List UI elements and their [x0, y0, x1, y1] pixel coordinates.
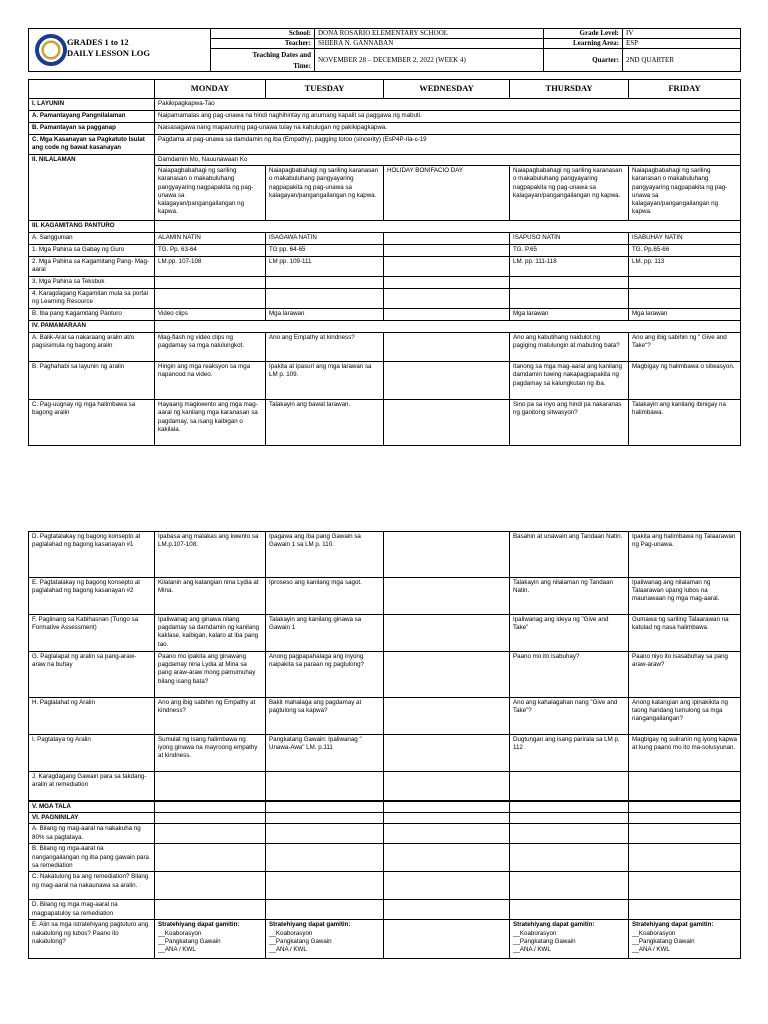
cell-monday: Ipaliwanag ang ginawa nilang pagdamay sa damdamin ng kanilang kaklase, kaibigan, kalaro at iba pang tao.	[155, 615, 266, 652]
cell-monday: Ipabasa ang malakas ang kwento sa LM.p.107-108.	[155, 532, 266, 578]
strategy-option: __Koaborasyon	[158, 929, 202, 937]
cell-monday	[155, 824, 266, 844]
row-label: E. Pagtatalakay ng bagong konsepto at paglalahad ng bagong kasanayan #2	[29, 578, 155, 615]
cell-friday	[629, 772, 741, 801]
row-label: IV. PAMAMARAAN	[29, 321, 155, 333]
content-row	[29, 309, 741, 321]
cell-monday	[155, 900, 266, 920]
strategy-option: __Pangkatang Gawain	[269, 937, 332, 945]
section-row	[29, 321, 741, 333]
content-row	[29, 233, 741, 245]
strategy-label: E. Alin sa mga istratehiyang pagtuturo ang nakatulong ng lubos? Paano ito nakatulong?	[29, 920, 155, 959]
cell-tuesday: Pangkatang Gawain: Ipaliwanag " Unawa-Awa" LM. p.111	[266, 735, 384, 772]
cell-wednesday	[384, 802, 510, 813]
row-label: D. Bilang ng mga mag-aaral na magpapatuloy sa remediation	[29, 900, 155, 920]
strategy-option: __Koaborasyon	[269, 929, 313, 937]
cell-monday: Ano ang ibig sabihin ng Empathy at kindness?	[155, 698, 266, 735]
row-label: A. Pamantayang Pangnilalaman	[29, 111, 155, 123]
day-monday: MONDAY	[155, 80, 266, 99]
cell-tuesday	[266, 772, 384, 801]
cell-tuesday: Bakit mahalaga ang pagdamay at pagtulong sa kapwa?	[266, 698, 384, 735]
cell-tuesday	[266, 813, 384, 824]
strategy-option: __Pangkatang Gawain	[632, 937, 695, 945]
cell-monday: Hingin ang mga reaksyon sa mga napanood na video.	[155, 362, 266, 400]
content-row	[29, 615, 741, 652]
cell-tuesday: Talakayin ang kanilang ginawa sa Gawain 1	[266, 615, 384, 652]
row-label: C. Pag-uugnay ng mga halimbawa sa bagong aralin	[29, 400, 155, 446]
corner-cell	[29, 80, 155, 99]
cell-thursday: ISAPUSO NATIN	[510, 233, 629, 245]
cell-wednesday	[384, 400, 510, 446]
cell-friday: Gumawa ng sariling Talaarawan na katulad ng nasa halimbawa.	[629, 615, 741, 652]
cell-thursday	[510, 824, 629, 844]
cell-friday: TG. Pp.65-66	[629, 245, 741, 257]
content-row	[29, 652, 741, 698]
cell-wednesday	[384, 824, 510, 844]
cell-wednesday	[384, 698, 510, 735]
row-label: C. Mga Kasanayan sa Pagkatuto Isulat ang code ng bawat kasanayan	[29, 135, 155, 155]
cell-friday: Naiapagbabahagi ng sariling karanasan o makabuluhang pangyayaring nagpapakita ng pag-unawa sa kalagayan/pangangailangan ng kapwa.	[629, 166, 741, 221]
content-row	[29, 900, 741, 920]
school-value: DONA ROSARIO ELEMENTARY SCHOOL	[315, 29, 544, 39]
cell-tuesday	[266, 900, 384, 920]
cell-thursday: Mga larawan	[510, 309, 629, 321]
strategy-title: Stratehiyang dapat gamitin:	[158, 921, 240, 929]
cell-thursday	[510, 802, 629, 813]
row-label: C. Nakatulong ba ang remediation? Bilang ng mag-aaral na nakaunawa sa aralin.	[29, 872, 155, 900]
cell-tuesday	[266, 277, 384, 289]
strategy-cell-wednesday	[384, 920, 510, 959]
cell-thursday	[510, 844, 629, 872]
teacher-label: Teacher:	[211, 39, 315, 49]
content-row	[29, 844, 741, 872]
strategy-cell-monday	[155, 920, 266, 959]
row-label: D. Pagtatalakay ng bagong konsepto at paglalahad ng bagong kasanayan #1	[29, 532, 155, 578]
cell-thursday: Naiapagbabahagi ng sariling karanasan o makabuluhang pangyayaring nagpapakita ng pag-unawa sa kalagayan/pangangailangan ng kapwa.	[510, 166, 629, 221]
strategy-row	[29, 920, 741, 959]
section-row	[29, 99, 741, 111]
cell-friday: Magbigay ng halimbawa o sitwasyon.	[629, 362, 741, 400]
cell-thursday: Sino pa sa inyo ang hindi pa nakaranas ng ganitong sitwasyon?	[510, 400, 629, 446]
cell-wednesday	[384, 532, 510, 578]
content-row	[29, 578, 741, 615]
row-span-content: Pagdama at pag-unawa sa damdamin ng iba (Empathy), pagging totoo (sincerity) (EsP4P-IIa-c-19	[155, 135, 741, 155]
content-row	[29, 824, 741, 844]
cell-monday: TG. Pp. 63-64	[155, 245, 266, 257]
row-label: A. Sanggunian	[29, 233, 155, 245]
cell-tuesday: LM pp. 109-111	[266, 257, 384, 277]
row-label: B. Pamantayan sa pagganap	[29, 123, 155, 135]
cell-monday	[155, 872, 266, 900]
strategy-option: __ANA / KWL	[269, 945, 307, 953]
cell-friday	[629, 900, 741, 920]
cell-monday: Naiapagbabahagi ng sariling karanasan o makabuluhang pangyayaring nagpapakita ng pag-unawa sa kalagayan/pangangailangan ng kapwa.	[155, 166, 266, 221]
cell-tuesday	[266, 844, 384, 872]
cell-wednesday	[384, 844, 510, 872]
content-row	[29, 772, 741, 801]
cell-tuesday: Iproseso ang kanilang mga sagot.	[266, 578, 384, 615]
strategy-cell-thursday	[510, 920, 629, 959]
strategy-option: __ANA / KWL	[158, 945, 196, 953]
cell-thursday	[510, 277, 629, 289]
strategy-title: Stratehiyang dapat gamitin:	[269, 921, 351, 929]
strategy-option: __Koaborasyon	[632, 929, 676, 937]
dates-label1: Teaching Dates and	[211, 49, 315, 62]
row-label: 1. Mga Pahina sa Gabay ng Guro	[29, 245, 155, 257]
cell-thursday	[510, 772, 629, 801]
cell-monday: Hayaang magkwento ang mga mag-aaral ng kanilang mga karanasan sa pagdamay, sa isang kaibigan o kakilala.	[155, 400, 266, 446]
row-topic: Damdamin Mo, Nauunawaan Ko	[155, 155, 741, 166]
cell-tuesday: Anong pagpapahalaga ang inyong naipakita sa paraan ng pagtulong?	[266, 652, 384, 698]
row-label: B. Iba pang Kagamitang Panturo	[29, 309, 155, 321]
cell-friday: Talakayin ang kanilang ibinigay na halimbawa.	[629, 400, 741, 446]
cell-thursday: Ano ang kahalagahan nang "Give and Take"?	[510, 698, 629, 735]
cell-tuesday: TG pp. 64-65	[266, 245, 384, 257]
row-label: III. KAGAMITANG PANTURO	[29, 221, 155, 233]
cell-monday: Video clips	[155, 309, 266, 321]
cell-wednesday	[384, 257, 510, 277]
cell-wednesday	[384, 233, 510, 245]
row-label: II. NILALAMAN	[29, 155, 155, 221]
cell-wednesday	[384, 289, 510, 309]
deped-seal-icon	[35, 34, 67, 66]
content-row	[29, 532, 741, 578]
area-label: Learning Area:	[544, 39, 623, 49]
logo-line2: DAILY LESSON LOG	[67, 47, 150, 58]
content-row	[29, 872, 741, 900]
logo-block	[29, 29, 211, 72]
cell-friday: Anong katangian ang ipinakikita ng taong handang tumulong sa mga nangangailangan?	[629, 698, 741, 735]
content-row	[29, 277, 741, 289]
content-row	[29, 362, 741, 400]
cell-monday: Paano mo ipakita ang ginawang pagdamay nina Lydia at Mina sa pang araw-araw mong pamumuhay bilang isang bata?	[155, 652, 266, 698]
content-row	[29, 245, 741, 257]
content-row	[29, 123, 741, 135]
row-label: A. Bilang ng mag-aaral na nakakuha ng 80% sa pagtataya.	[29, 824, 155, 844]
row-label: J. Karagdagang Gawain para sa takdang- aralin at remediation	[29, 772, 155, 801]
row-span-content: Naisasagawa nang mapanuring pag-unawa tulay na kahulugan ng pakikipagkapwa.	[155, 123, 741, 135]
cell-thursday	[510, 813, 629, 824]
strategy-cell-tuesday	[266, 920, 384, 959]
cell-friday	[629, 872, 741, 900]
cell-friday	[629, 277, 741, 289]
row-label: B. Bilang ng mga-aaral na nangangailangan ng iba pang gawain para sa remediation	[29, 844, 155, 872]
grade-label: Grade Level:	[544, 29, 623, 39]
row-label: 2. Mga Pahina sa Kagamitang Pang- Mag-aaral	[29, 257, 155, 277]
strategy-title: Stratehiyang dapat gamitin:	[513, 921, 595, 929]
row-label: H. Paglalahat ng Aralin	[29, 698, 155, 735]
cell-monday: LM.pp. 107-108	[155, 257, 266, 277]
cell-wednesday	[384, 309, 510, 321]
row-label: I. Pagtataya ng Aralin	[29, 735, 155, 772]
quarter-value: 2ND QUARTER	[623, 49, 741, 72]
content-row	[29, 135, 741, 155]
cell-tuesday	[266, 824, 384, 844]
cell-wednesday: HOLIDAY BONIFACIO DAY	[384, 166, 510, 221]
lesson-log-header	[28, 28, 740, 72]
cell-tuesday: ISAGAWA NATIN	[266, 233, 384, 245]
strategy-option: __Pangkatang Gawain	[158, 937, 221, 945]
cell-friday: Mga larawan	[629, 309, 741, 321]
section-row	[29, 221, 741, 233]
teacher-value: SHIERA N. GANNABAN	[315, 39, 544, 49]
row-label: 3. Mga Pahina sa Teksbuk	[29, 277, 155, 289]
day-tuesday: TUESDAY	[266, 80, 384, 99]
lesson-table-page1	[28, 79, 740, 446]
cell-friday: Magbigay ng suliranin ng iyong kapwa at kung paano mo ito ma-solusyunan.	[629, 735, 741, 772]
row-label: A. Balik-Aral sa nakaraang aralin at/o pagsisimula ng bagong aralin	[29, 333, 155, 362]
strategy-option: __Koaborasyon	[513, 929, 557, 937]
cell-monday: ALAMIN NATIN	[155, 233, 266, 245]
cell-wednesday	[384, 872, 510, 900]
row-label: 4. Karagdagang Kagamitan mula sa portal ng Learning Resource	[29, 289, 155, 309]
dates-value: NOVEMBER 28 – DECEMBER 2, 2022 (WEEK 4)	[315, 49, 544, 72]
cell-wednesday	[384, 652, 510, 698]
cell-thursday: Paano mo ito isabuhay?	[510, 652, 629, 698]
cell-wednesday	[384, 362, 510, 400]
cell-friday	[629, 824, 741, 844]
cell-friday	[629, 844, 741, 872]
cell-thursday: Talakayin ang nilalaman ng Tandaan Natin.	[510, 578, 629, 615]
cell-monday	[155, 802, 266, 813]
cell-friday: Ipaliwanag ang nilalaman ng Talaarawan upang lubos na maunawaan ng mga mag-aaral.	[629, 578, 741, 615]
day-wednesday: WEDNESDAY	[384, 80, 510, 99]
cell-friday: LM. pp. 113	[629, 257, 741, 277]
section-row	[29, 802, 741, 813]
cell-thursday	[510, 289, 629, 309]
cell-thursday: TG. P.65	[510, 245, 629, 257]
cell-monday	[155, 813, 266, 824]
content-row	[29, 735, 741, 772]
cell-thursday	[510, 900, 629, 920]
strategy-option: __ANA / KWL	[513, 945, 551, 953]
cell-monday	[155, 289, 266, 309]
cell-wednesday	[384, 615, 510, 652]
content-row	[29, 698, 741, 735]
cell-wednesday	[384, 245, 510, 257]
cell-monday	[155, 844, 266, 872]
row-label: F. Paglinang sa Kabihasnan (Tungo sa Formative Assessment)	[29, 615, 155, 652]
cell-monday: Mag-flash ng video clips ng pagdamay sa mga nalulungkot.	[155, 333, 266, 362]
day-friday: FRIDAY	[629, 80, 741, 99]
cell-friday	[629, 802, 741, 813]
row-span-content: Naipamamalas ang pag-unawa na hindi naghihintay ng anumang kapalit sa paggawa ng mabuti.	[155, 111, 741, 123]
quarter-label: Quarter:	[544, 49, 623, 72]
cell-tuesday: Ano ang Empathy at kindness?	[266, 333, 384, 362]
cell-tuesday: Mga larawan	[266, 309, 384, 321]
cell-monday: Kilalanin ang katangian nina Lydia at Mina.	[155, 578, 266, 615]
cell-wednesday	[384, 772, 510, 801]
row-label: I. LAYUNIN	[29, 99, 155, 111]
logo-line1: GRADES 1 to 12	[67, 37, 129, 47]
cell-tuesday	[266, 872, 384, 900]
content-row	[29, 289, 741, 309]
strategy-title: Stratehiyang dapat gamitin:	[632, 921, 714, 929]
section-row	[29, 813, 741, 824]
cell-friday: Paano niyo ito isasabuhay sa pang araw-araw?	[629, 652, 741, 698]
cell-friday	[629, 289, 741, 309]
content-row	[29, 333, 741, 362]
day-header-row	[29, 80, 741, 99]
cell-wednesday	[384, 735, 510, 772]
cell-friday: ISABUHAY NATIN	[629, 233, 741, 245]
row-span-content: Pakikipagkapwa-Tao	[155, 99, 741, 111]
row-label: V. MGA TALA	[29, 802, 155, 813]
strategy-option: __ANA / KWL	[632, 945, 670, 953]
cell-wednesday	[384, 900, 510, 920]
cell-thursday: Basahin at unawain ang Tandaan Natin.	[510, 532, 629, 578]
row-label: VI. PAGNINILAY	[29, 813, 155, 824]
day-thursday: THURSDAY	[510, 80, 629, 99]
cell-tuesday	[266, 802, 384, 813]
cell-thursday: Ano ang kabutihang naidulot ng pagiging matulungin at mabuting bata?	[510, 333, 629, 362]
cell-wednesday	[384, 813, 510, 824]
area-value: ESP	[623, 39, 741, 49]
cell-tuesday: Ipagawa ang iba pang Gawain sa Gawain 1 sa LM p. 110.	[266, 532, 384, 578]
strategy-option: __Pangkatang Gawain	[513, 937, 576, 945]
cell-friday: Ipakita ang halimbawa ng Talaarawan ng Pag-unawa.	[629, 532, 741, 578]
dates-label2: Time:	[211, 62, 315, 72]
cell-wednesday	[384, 578, 510, 615]
school-label: School:	[211, 29, 315, 39]
cell-wednesday	[384, 277, 510, 289]
cell-tuesday	[266, 289, 384, 309]
row-span-content	[155, 321, 741, 333]
row-label: G. Paglalapat ng aralin sa pang-araw- araw na buhay	[29, 652, 155, 698]
cell-thursday: Dugtungan ang isang parirala sa LM p. 112	[510, 735, 629, 772]
grade-value: IV	[623, 29, 741, 39]
cell-monday: Sumulat ng isang halimbawa ng iyong ginawa na mayroong empathy at kindness.	[155, 735, 266, 772]
content-row	[29, 155, 741, 166]
lesson-table-page2	[28, 531, 740, 959]
content-row	[29, 400, 741, 446]
cell-friday	[629, 813, 741, 824]
content-row	[29, 111, 741, 123]
row-span-content	[155, 221, 741, 233]
cell-tuesday: Talakayin ang bawat larawan.	[266, 400, 384, 446]
cell-wednesday	[384, 333, 510, 362]
cell-tuesday: Ipakita at ipasuri ang mga larawan sa LM p. 109.	[266, 362, 384, 400]
content-row	[29, 257, 741, 277]
cell-thursday: Ipaliwanag ang ideya ng "Give and Take"	[510, 615, 629, 652]
cell-thursday: LM. pp. 111-118	[510, 257, 629, 277]
cell-monday	[155, 772, 266, 801]
cell-friday: Ano ang ibig sabihin ng " Give and Take"?	[629, 333, 741, 362]
cell-tuesday: Naiapagbabahagi ng sariling karanasan o makabuluhang pangyayaring nagpapakita ng pag-unawa sa kalagayan/pangangailangan ng kapwa.	[266, 166, 384, 221]
strategy-cell-friday	[629, 920, 741, 959]
row-label: B. Paghahabi sa layunin ng aralin	[29, 362, 155, 400]
cell-thursday: Itanong sa mga mag-aaral ang kanilang damdamin tuwing nakapagpapakita ng pagdamay sa kalungkutan ng iba.	[510, 362, 629, 400]
cell-thursday	[510, 872, 629, 900]
cell-monday	[155, 277, 266, 289]
